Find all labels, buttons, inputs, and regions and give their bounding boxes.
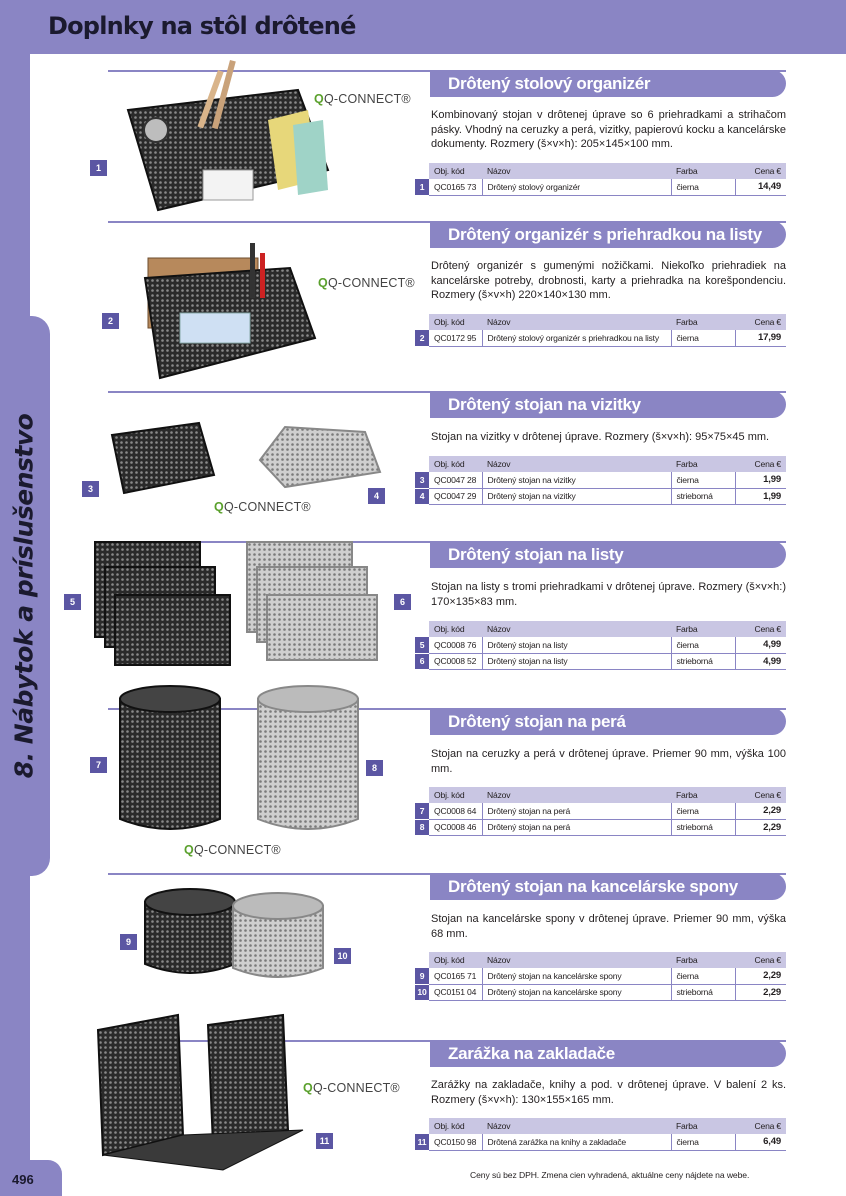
header-color: Farba (671, 952, 735, 968)
section-title: Drôtený stojan na kancelárske spony (430, 873, 786, 900)
row-index: 5 (415, 637, 429, 653)
row-price: 2,29 (735, 968, 786, 984)
row-index: 8 (415, 819, 429, 835)
q-connect-logo: QQ-CONNECT® (314, 92, 411, 106)
chapter-title: 8. Nábytok a príslušenstvo (9, 413, 39, 779)
row-name: Drôtený stojan na vizitky (482, 488, 671, 504)
row-color: čierna (671, 472, 735, 488)
section-description: Stojan na vizitky v drôtenej úprave. Rozmery (š×v×h): 95×75×45 mm. (431, 431, 770, 443)
section-description: Stojan na listy s tromi priehradkami v drôtenej úprave. Rozmery (š×v×h:) 170×135×83 mm. (431, 581, 786, 608)
table-header-row (415, 314, 786, 330)
row-price: 14,49 (735, 179, 786, 195)
wire-organizer-with-letter-tray-image (140, 228, 320, 388)
product-table (415, 163, 786, 196)
row-index: 4 (415, 488, 429, 504)
row-name: Drôtený stojan na vizitky (482, 472, 671, 488)
section-title: Drôtený stojan na listy (430, 541, 786, 568)
row-code: QC0165 73 (429, 179, 482, 195)
table-header-row (415, 163, 786, 179)
header-name: Názov (482, 163, 671, 179)
q-connect-logo: QQ-CONNECT® (318, 276, 415, 290)
row-price: 6,49 (735, 1134, 786, 1150)
section-description: Drôtený organizér s gumenými nožičkami. Niekoľko priehradiek na kancelárske potreby, drobnosti, karty a priehradka na korešpondenciu. Rozmery (š×v×h) 220×140×130 mm. (431, 260, 786, 302)
product-table (415, 952, 786, 1001)
row-code: QC0008 52 (429, 653, 482, 669)
row-code: QC0165 71 (429, 968, 482, 984)
row-color: čierna (671, 330, 735, 346)
image-label: 3 (82, 481, 99, 497)
row-color: čierna (671, 1134, 735, 1150)
section-title: Drôtený organizér s priehradkou na listy (430, 221, 786, 248)
section-title: Zarážka na zakladače (430, 1040, 786, 1067)
row-code: QC0008 76 (429, 637, 482, 653)
product-table (415, 621, 786, 670)
row-color: strieborná (671, 984, 735, 1000)
row-color: čierna (671, 179, 735, 195)
header-price: Cena € (735, 787, 786, 803)
image-label: 11 (316, 1133, 333, 1149)
header-name: Názov (482, 314, 671, 330)
header-name: Názov (482, 787, 671, 803)
header-color: Farba (671, 787, 735, 803)
section-description: Stojan na kancelárske spony v drôtenej úprave. Priemer 90 mm, výška 68 mm. (431, 913, 786, 940)
q-connect-logo: QQ-CONNECT® (303, 1081, 400, 1095)
table-row (415, 984, 786, 1000)
pen-holder-silver-image (253, 684, 363, 839)
header-code: Obj. kód (429, 1118, 482, 1134)
row-code: QC0151 04 (429, 984, 482, 1000)
header-color: Farba (671, 314, 735, 330)
header-price: Cena € (735, 952, 786, 968)
card-holder-black-image (104, 415, 224, 497)
image-label: 9 (120, 934, 137, 950)
section-title: Drôtený stolový organizér (430, 70, 786, 97)
header-price: Cena € (735, 456, 786, 472)
row-name: Drôtený stolový organizér s priehradkou na listy (482, 330, 671, 346)
table-header-row (415, 952, 786, 968)
row-name: Drôtený stojan na listy (482, 653, 671, 669)
wire-desk-organizer-image (118, 50, 333, 215)
row-price: 2,29 (735, 984, 786, 1000)
header-name: Názov (482, 952, 671, 968)
table-header-row (415, 456, 786, 472)
header-color: Farba (671, 163, 735, 179)
letter-tray-silver-image (242, 537, 382, 665)
header-code: Obj. kód (429, 314, 482, 330)
table-row (415, 472, 786, 488)
image-label: 4 (368, 488, 385, 504)
row-name: Drôtený stojan na kancelárske spony (482, 968, 671, 984)
card-holder-silver-image (255, 422, 385, 492)
letter-tray-black-image (90, 537, 235, 672)
table-row (415, 819, 786, 835)
clip-holder-black-image (140, 884, 240, 984)
clip-holder-silver-image (228, 888, 328, 988)
image-label: 8 (366, 760, 383, 776)
row-name: Drôtený stojan na kancelárske spony (482, 984, 671, 1000)
section-description: Zarážky na zakladače, knihy a pod. v drôtenej úprave. V balení 2 ks. Rozmery (š×v×h): 130×155×165 mm. (431, 1079, 786, 1106)
row-code: QC0008 46 (429, 819, 482, 835)
row-color: strieborná (671, 488, 735, 504)
row-code: QC0150 98 (429, 1134, 482, 1150)
image-label: 10 (334, 948, 351, 964)
table-row (415, 1134, 786, 1150)
table-row (415, 968, 786, 984)
row-index: 1 (415, 179, 429, 195)
section-description: Stojan na ceruzky a perá v drôtenej úprave. Priemer 90 mm, výška 100 mm. (431, 748, 786, 775)
row-color: čierna (671, 803, 735, 819)
header-name: Názov (482, 1118, 671, 1134)
row-name: Drôtený stojan na perá (482, 803, 671, 819)
footer-note: Ceny sú bez DPH. Zmena cien vyhradená, aktuálne ceny nájdete na webe. (470, 1170, 750, 1180)
table-header-row (415, 621, 786, 637)
row-index: 7 (415, 803, 429, 819)
row-code: QC0008 64 (429, 803, 482, 819)
row-price: 4,99 (735, 653, 786, 669)
header-price: Cena € (735, 621, 786, 637)
row-code: QC0047 28 (429, 472, 482, 488)
product-table (415, 314, 786, 347)
header-code: Obj. kód (429, 787, 482, 803)
row-name: Drôtený stojan na listy (482, 637, 671, 653)
row-name: Drôtený stolový organizér (482, 179, 671, 195)
row-index: 6 (415, 653, 429, 669)
page-number: 496 (12, 1172, 34, 1187)
table-row (415, 637, 786, 653)
table-row (415, 330, 786, 346)
row-price: 17,99 (735, 330, 786, 346)
header-name: Názov (482, 621, 671, 637)
header-name: Názov (482, 456, 671, 472)
row-price: 1,99 (735, 488, 786, 504)
image-label: 1 (90, 160, 107, 176)
table-row (415, 179, 786, 195)
product-table (415, 1118, 786, 1151)
row-price: 2,29 (735, 803, 786, 819)
table-row (415, 803, 786, 819)
row-index: 9 (415, 968, 429, 984)
image-label: 2 (102, 313, 119, 329)
section-description: Kombinovaný stojan v drôtenej úprave so 6 priehradkami a strihačom pásky. Vhodný na ceruzky a perá, vizitky, papierovú kocku a kancelárske dokumenty. Rozmery (š×v×h): 205×145×100 mm. (431, 109, 786, 151)
header-code: Obj. kód (429, 163, 482, 179)
header-price: Cena € (735, 1118, 786, 1134)
table-row (415, 653, 786, 669)
row-color: čierna (671, 637, 735, 653)
row-index: 3 (415, 472, 429, 488)
header-code: Obj. kód (429, 621, 482, 637)
image-label: 5 (64, 594, 81, 610)
header-color: Farba (671, 456, 735, 472)
header-color: Farba (671, 1118, 735, 1134)
row-price: 1,99 (735, 472, 786, 488)
table-header-row (415, 1118, 786, 1134)
header-price: Cena € (735, 314, 786, 330)
product-table (415, 456, 786, 505)
row-color: strieborná (671, 653, 735, 669)
table-row (415, 488, 786, 504)
header-code: Obj. kód (429, 456, 482, 472)
bookend-image (88, 1005, 313, 1173)
row-code: QC0047 29 (429, 488, 482, 504)
image-label: 6 (394, 594, 411, 610)
row-color: strieborná (671, 819, 735, 835)
row-price: 2,29 (735, 819, 786, 835)
row-price: 4,99 (735, 637, 786, 653)
row-index: 11 (415, 1134, 429, 1150)
q-connect-logo: QQ-CONNECT® (214, 500, 311, 514)
header-color: Farba (671, 621, 735, 637)
row-color: čierna (671, 968, 735, 984)
row-name: Drôtený stojan na perá (482, 819, 671, 835)
row-index: 10 (415, 984, 429, 1000)
page-title: Doplnky na stôl drôtené (48, 12, 356, 40)
section-title: Drôtený stojan na vizitky (430, 391, 786, 418)
product-table (415, 787, 786, 836)
row-code: QC0172 95 (429, 330, 482, 346)
image-label: 7 (90, 757, 107, 773)
q-connect-logo: QQ-CONNECT® (184, 843, 281, 857)
table-header-row (415, 787, 786, 803)
header-code: Obj. kód (429, 952, 482, 968)
section-title: Drôtený stojan na perá (430, 708, 786, 735)
header-price: Cena € (735, 163, 786, 179)
pen-holder-black-image (115, 684, 225, 839)
row-name: Drôtená zarážka na knihy a zakladače (482, 1134, 671, 1150)
row-index: 2 (415, 330, 429, 346)
